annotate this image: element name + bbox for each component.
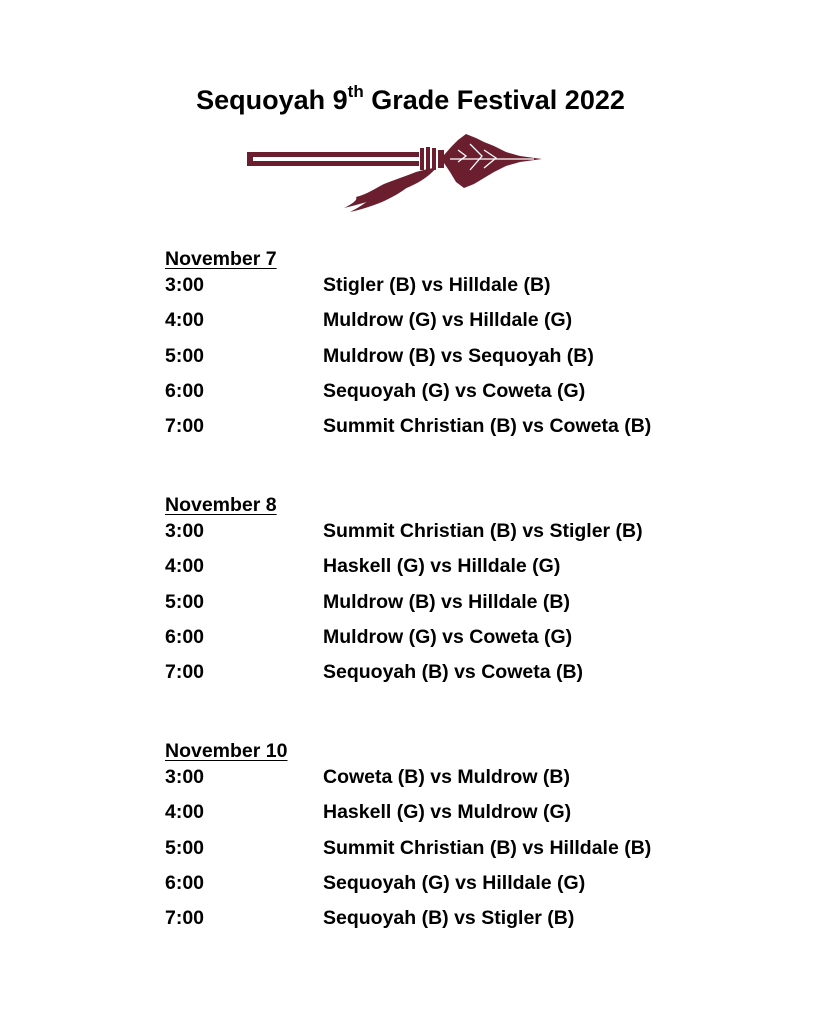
title-superscript: th xyxy=(347,82,364,101)
game-matchup: Coweta (B) vs Muldrow (B) xyxy=(323,766,570,788)
game-matchup: Sequoyah (B) vs Coweta (B) xyxy=(323,661,584,684)
game-matchup: Sequoyah (G) vs Hilldale (G) xyxy=(323,871,586,894)
game-matchup: Summit Christian (B) vs Coweta (B) xyxy=(323,415,652,438)
game-matchup: Summit Christian (B) vs Hilldale (B) xyxy=(323,836,652,859)
game-time: 5:00 xyxy=(165,344,205,367)
date-heading: November 7 xyxy=(165,248,277,270)
schedule-row xyxy=(165,378,725,413)
game-time: 7:00 xyxy=(165,415,205,438)
game-time: 6:00 xyxy=(165,379,205,402)
game-matchup: Stigler (B) vs Hilldale (B) xyxy=(323,274,551,296)
game-matchup: Muldrow (G) vs Hilldale (G) xyxy=(323,309,573,332)
title-prefix: Sequoyah 9 xyxy=(196,85,348,115)
game-matchup: Muldrow (B) vs Sequoyah (B) xyxy=(323,344,594,367)
game-matchup: Muldrow (G) vs Coweta (G) xyxy=(323,625,573,648)
date-heading: November 10 xyxy=(165,740,288,762)
schedule-day-1 xyxy=(165,246,725,448)
schedule-row xyxy=(165,553,725,588)
schedule-day-2 xyxy=(165,492,725,694)
schedule-row xyxy=(165,870,725,905)
schedule-row xyxy=(165,905,725,940)
schedule-row xyxy=(165,764,725,799)
game-matchup: Sequoyah (B) vs Stigler (B) xyxy=(323,907,575,930)
schedule-row xyxy=(165,413,725,448)
schedule-day-3 xyxy=(165,738,725,940)
schedule-row xyxy=(165,659,725,694)
game-matchup: Haskell (G) vs Hilldale (G) xyxy=(323,555,561,578)
schedule-row xyxy=(165,835,725,870)
schedule-row xyxy=(165,518,725,553)
game-time: 6:00 xyxy=(165,625,205,648)
schedule-row xyxy=(165,799,725,834)
game-matchup: Sequoyah (G) vs Coweta (G) xyxy=(323,379,586,402)
game-time: 7:00 xyxy=(165,661,205,684)
game-time: 3:00 xyxy=(165,274,205,296)
game-matchup: Summit Christian (B) vs Stigler (B) xyxy=(323,520,643,542)
game-matchup: Muldrow (B) vs Hilldale (B) xyxy=(323,590,571,613)
game-time: 4:00 xyxy=(165,555,205,578)
schedule-row xyxy=(165,343,725,378)
game-time: 3:00 xyxy=(165,766,205,788)
schedule-row xyxy=(165,272,725,307)
schedule-row xyxy=(165,624,725,659)
game-time: 5:00 xyxy=(165,590,205,613)
spear-icon xyxy=(244,128,546,214)
game-time: 3:00 xyxy=(165,520,205,542)
game-time: 5:00 xyxy=(165,836,205,859)
title-suffix: Grade Festival 2022 xyxy=(363,85,625,115)
page-title xyxy=(0,82,821,118)
game-matchup: Haskell (G) vs Muldrow (G) xyxy=(323,801,572,824)
game-time: 4:00 xyxy=(165,801,205,824)
schedule-row xyxy=(165,307,725,342)
game-time: 6:00 xyxy=(165,871,205,894)
game-time: 4:00 xyxy=(165,309,205,332)
game-time: 7:00 xyxy=(165,907,205,930)
date-heading: November 8 xyxy=(165,494,277,516)
schedule-row xyxy=(165,589,725,624)
